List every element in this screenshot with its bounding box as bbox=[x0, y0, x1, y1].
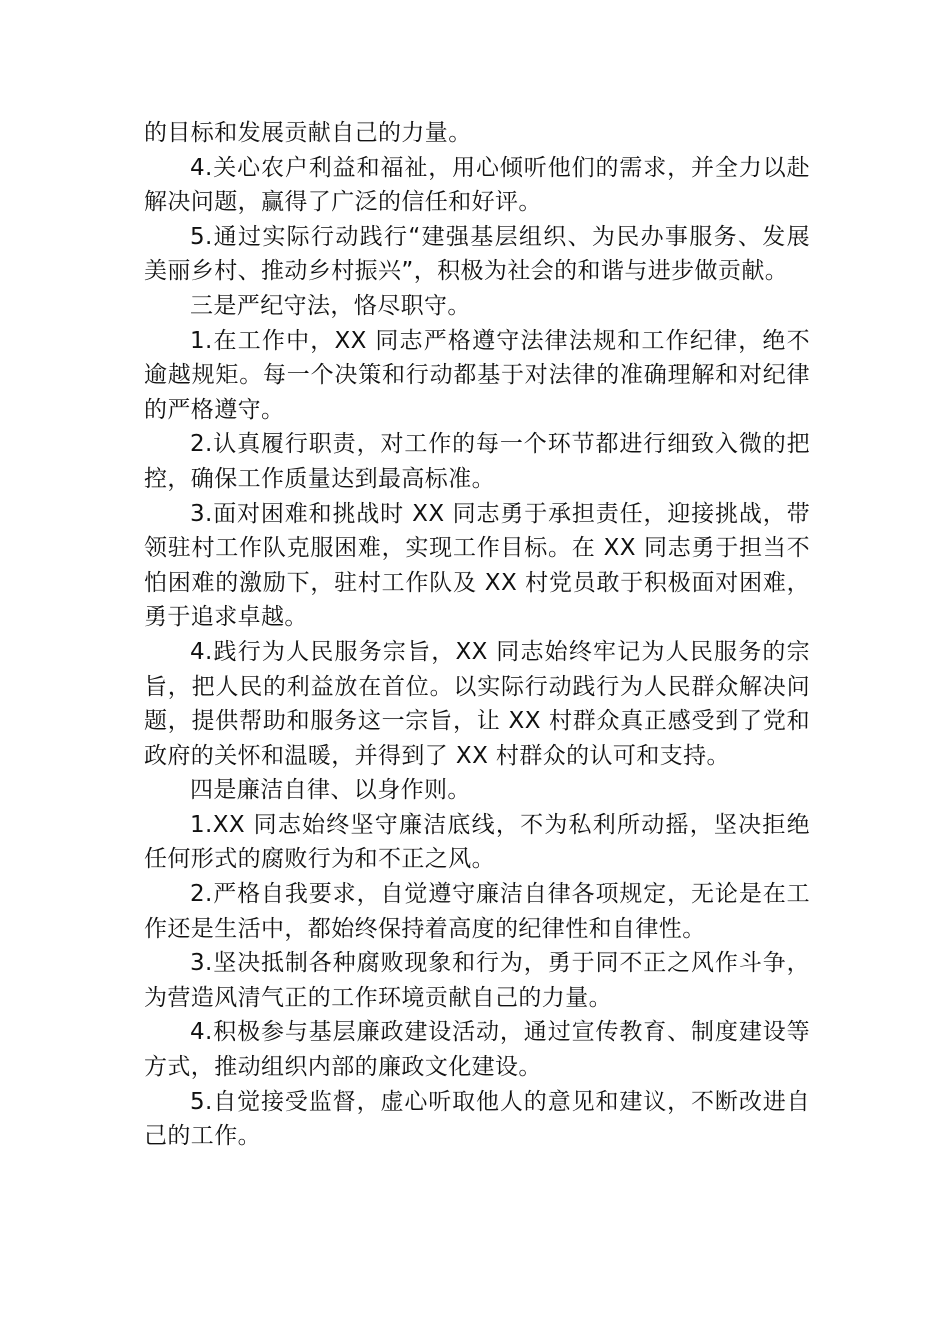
paragraph-item-3-anti-corruption: 3.坚决抵制各种腐败现象和行为，勇于同不正之风作斗争，为营造风清气正的工作环境贡献自己的力量。 bbox=[144, 950, 810, 1011]
section-heading-discipline: 三是严纪守法，恪尽职守。 bbox=[190, 292, 471, 319]
paragraph-item-4-serve-people: 4.践行为人民服务宗旨，XX 同志始终牢记为人民服务的宗旨，把人民的利益放在首位。以实际行动践行为人民群众解决问题，提供帮助和服务这一宗旨，让 XX 村群众真正感受到了党和政府的关怀和温暖，并得到了 XX 村群众的认可和支持。 bbox=[144, 638, 810, 769]
paragraph-item-5-supervision: 5.自觉接受监督，虚心听取他人的意见和建议，不断改进自己的工作。 bbox=[144, 1088, 810, 1150]
paragraph-item-4-clean-governance: 4.积极参与基层廉政建设活动，通过宣传教育、制度建设等方式，推动组织内部的廉政文化建设。 bbox=[144, 1019, 810, 1081]
paragraph-item-3-challenges: 3.面对困难和挑战时 XX 同志勇于承担责任，迎接挑战，带领驻村工作队克服困难，实现工作目标。在 XX 同志勇于担当不怕困难的激励下，驻村工作队及 XX 村党员敢于积极面对困难，勇于追求卓越。 bbox=[144, 500, 810, 631]
paragraph-continuation: 的目标和发展贡献自己的力量。 bbox=[144, 120, 472, 146]
document-body bbox=[144, 116, 810, 1154]
section-heading-integrity: 四是廉洁自律、以身作则。 bbox=[190, 777, 471, 804]
paragraph-item-1-integrity: 1.XX 同志始终坚守廉洁底线，不为私利所动摇，坚决拒绝任何形式的腐败行为和不正之风。 bbox=[144, 811, 810, 873]
paragraph-item-2-self-discipline: 2.严格自我要求，自觉遵守廉洁自律各项规定，无论是在工作还是生活中，都始终保持着高度的纪律性和自律性。 bbox=[144, 881, 810, 942]
paragraph-item-5-practice: 5.通过实际行动践行“建强基层组织、为民办事服务、发展美丽乡村、推动乡村振兴”，积极为社会的和谐与进步做贡献。 bbox=[144, 223, 810, 285]
paragraph-item-1-law: 1.在工作中，XX 同志严格遵守法律法规和工作纪律，绝不逾越规矩。每一个决策和行动都基于对法律的准确理解和对纪律的严格遵守。 bbox=[144, 327, 810, 423]
paragraph-item-2-duty: 2.认真履行职责，对工作的每一个环节都进行细致入微的把控，确保工作质量达到最高标准。 bbox=[144, 431, 810, 492]
paragraph-item-4-care-farmers: 4.关心农户利益和福祉，用心倾听他们的需求，并全力以赴解决问题，赢得了广泛的信任和好评。 bbox=[144, 154, 810, 216]
